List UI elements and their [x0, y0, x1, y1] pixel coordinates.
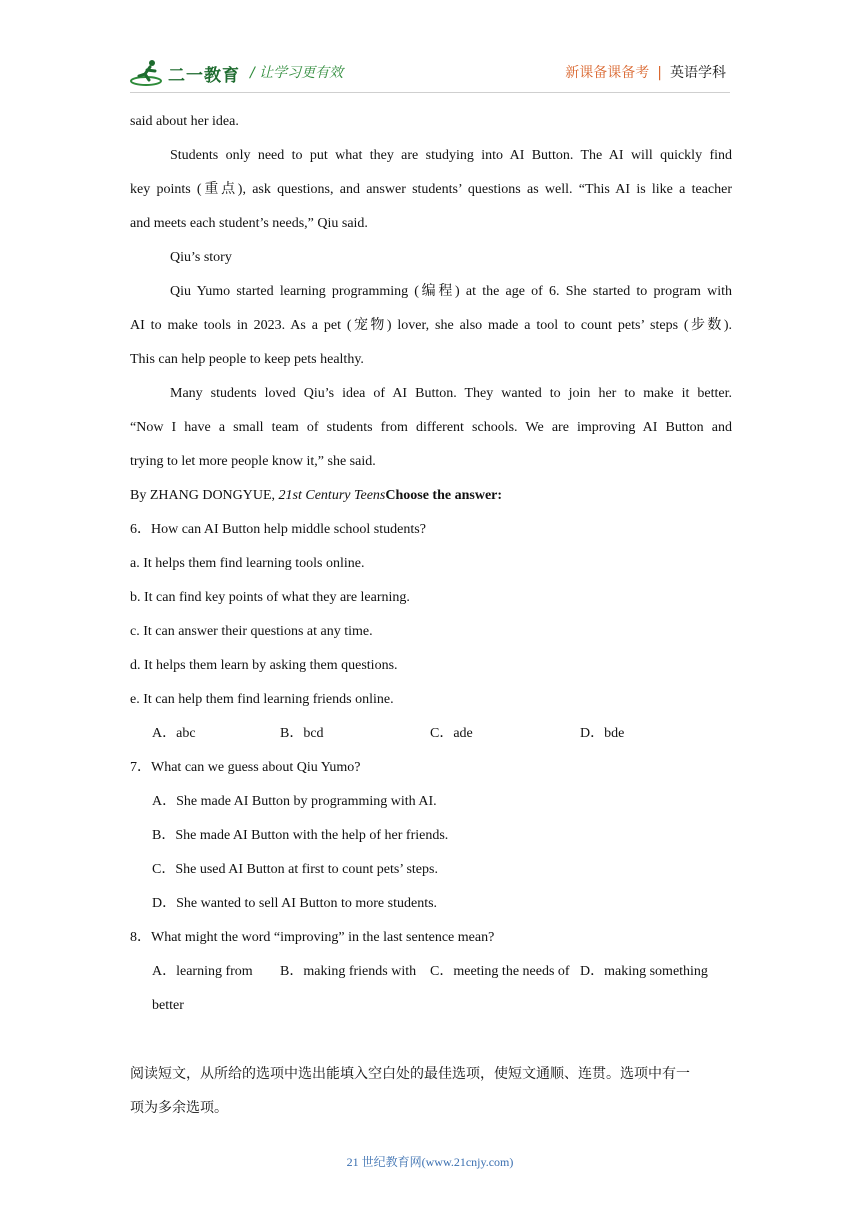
spacer	[130, 1023, 732, 1057]
runner-logo-icon	[130, 59, 166, 87]
text-line: Many students loved Qiu’s idea of AI Button. They wanted to join her to make it better.	[170, 386, 732, 401]
byline-author: By ZHANG DONGYUE,	[130, 488, 279, 503]
text-line: said about her idea.	[130, 114, 239, 129]
q6-option-b[interactable]: B．bcd	[280, 726, 324, 741]
q6-option-a[interactable]: A．abc	[152, 726, 196, 741]
q7-option-a[interactable]: A．She made AI Button by programming with AI.	[152, 794, 437, 809]
page-header	[130, 58, 730, 88]
text-line: AI to make tools in 2023. As a pet (宠物) lover, she also made a tool to count pets’ steps (步数).	[130, 318, 732, 333]
question-6-stem: 6．How can AI Button help middle school students?	[130, 522, 426, 537]
q6-options	[130, 717, 732, 751]
logo	[130, 58, 240, 88]
q8-options	[130, 955, 732, 989]
text-line: “Now I have a small team of students from different schools. We are improving AI Button and	[130, 420, 732, 435]
page-footer[interactable]: 21 世纪教育网(www.21cnjy.com)	[346, 1155, 514, 1169]
q8-option-a[interactable]: A．learning from	[152, 964, 253, 979]
text-line: and meets each student’s needs,” Qiu said.	[130, 216, 368, 231]
question-7-stem: 7．What can we guess about Qiu Yumo?	[130, 760, 361, 775]
header-subject-name: 英语学科	[670, 65, 726, 81]
header-tag: 新课备课备考	[565, 65, 650, 81]
q6-item: e. It can help them find learning friends online.	[130, 692, 394, 707]
instruction: Choose the answer:	[385, 488, 503, 503]
text-line: trying to let more people know it,” she said.	[130, 454, 376, 469]
byline	[130, 479, 732, 513]
q8-option-c[interactable]: C．meeting the needs of	[430, 964, 570, 979]
header-subject	[565, 62, 726, 82]
q6-item: b. It can find key points of what they are learning.	[130, 590, 410, 605]
slogan: / 让学习更有效	[250, 65, 344, 81]
q6-item: a. It helps them find learning tools online.	[130, 556, 365, 571]
instruction-line: 阅读短文，从所给的选项中选出能填入空白处的最佳选项，使短文通顺、连贯。选项中有一	[130, 1066, 690, 1082]
text-line: Students only need to put what they are studying into AI Button. The AI will quickly find	[170, 148, 732, 163]
header-separator: |	[657, 65, 662, 81]
instruction-line: 项为多余选项。	[130, 1100, 228, 1116]
q7-option-c[interactable]: C．She used AI Button at first to count pets’ steps.	[152, 862, 438, 877]
q8-option-b[interactable]: B．making friends with	[280, 964, 417, 979]
q6-option-c[interactable]: C．ade	[430, 726, 473, 741]
text-line: key points (重点), ask questions, and answer students’ questions as well. “This AI is like a teacher	[130, 182, 732, 197]
q8-option-d[interactable]: D．making something	[580, 964, 708, 979]
document-body	[130, 105, 732, 1125]
q6-item: d. It helps them learn by asking them questions.	[130, 658, 398, 673]
q8-option-d-wrap: better	[152, 998, 184, 1013]
question-8-stem: 8．What might the word “improving” in the last sentence mean?	[130, 930, 495, 945]
q7-option-d[interactable]: D．She wanted to sell AI Button to more students.	[152, 896, 438, 911]
text-line: Qiu Yumo started learning programming (编程) at the age of 6. She started to program with	[170, 284, 732, 299]
text-line: This can help people to keep pets healthy.	[130, 352, 364, 367]
logo-text: 二一教育	[168, 65, 240, 86]
q6-option-d[interactable]: D．bde	[580, 726, 625, 741]
q6-item: c. It can answer their questions at any time.	[130, 624, 373, 639]
header-rule	[130, 92, 730, 93]
byline-source: 21st Century Teens	[278, 488, 386, 503]
section-heading: Qiu’s story	[170, 250, 232, 265]
q7-option-b[interactable]: B．She made AI Button with the help of her friends.	[152, 828, 449, 843]
